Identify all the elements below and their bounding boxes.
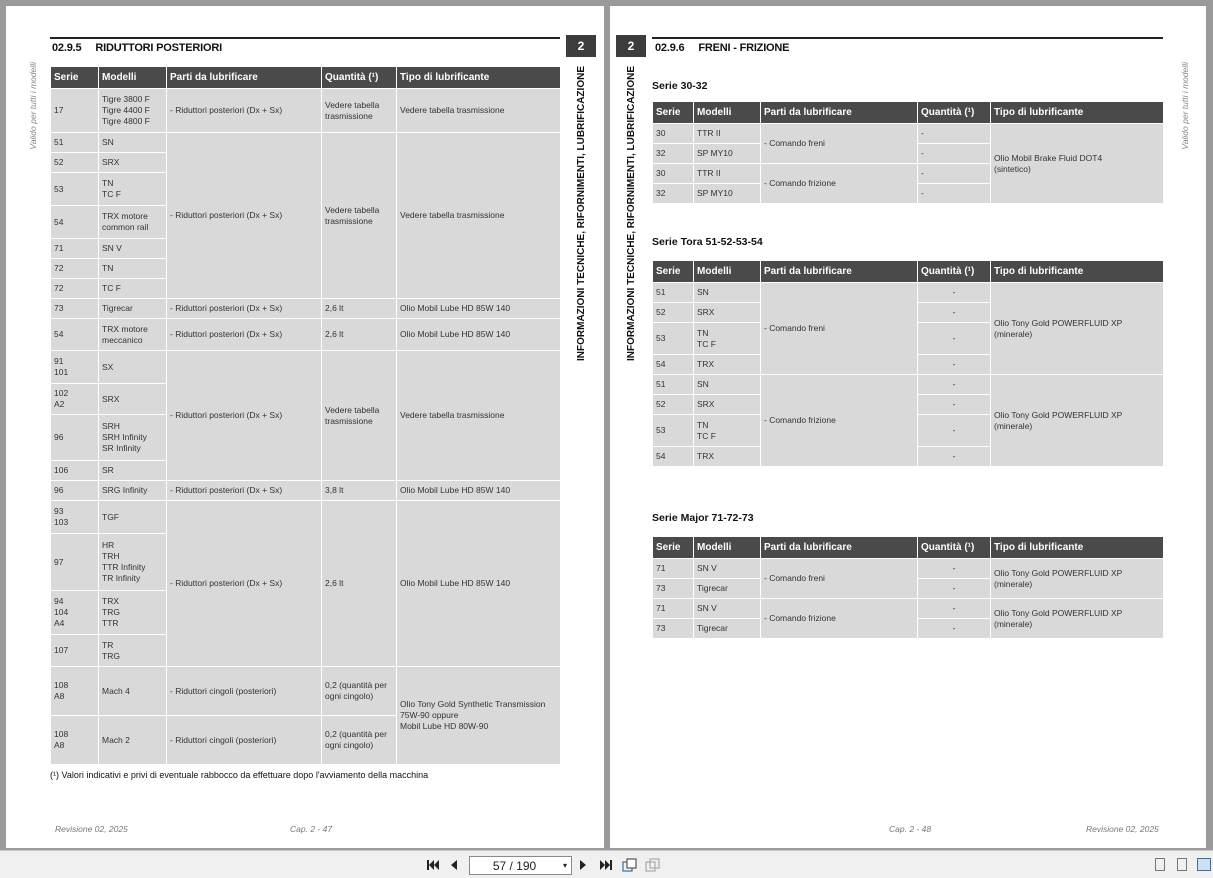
section-rule [50, 37, 560, 39]
cell-modelli: TRX TRG TTR [99, 591, 167, 635]
col-quantita: Quantità (¹) [918, 102, 991, 124]
cell-quantita: - [918, 164, 991, 184]
cell-modelli: SX [99, 351, 167, 384]
chapter-vertical-title: INFORMAZIONI TECNICHE, RIFORNIMENTI, LUBRIFICAZIONE [626, 66, 637, 361]
cell-serie: 97 [51, 534, 99, 591]
section-rule [652, 37, 1163, 39]
col-tipo: Tipo di lubrificante [397, 67, 561, 89]
cell-modelli: SN [694, 375, 761, 395]
prev-page-icon[interactable] [448, 856, 460, 873]
cell-tipo: Olio Mobil Lube HD 85W 140 [397, 501, 561, 667]
cell-parti: - Comando frizione [761, 599, 918, 639]
cell-modelli: SRX [99, 153, 167, 173]
section-number: 02.9.6 [655, 42, 685, 54]
cell-quantita: - [918, 355, 991, 375]
cell-parti: - Riduttori posteriori (Dx + Sx) [167, 481, 322, 501]
cell-tipo: Olio Mobil Lube HD 85W 140 [397, 319, 561, 351]
cell-serie: 53 [653, 415, 694, 447]
cell-quantita: - [918, 124, 991, 144]
table-row [653, 559, 1164, 579]
page-selector[interactable] [469, 856, 572, 875]
cell-serie: 96 [51, 415, 99, 461]
cell-quantita: - [918, 375, 991, 395]
cell-tipo: Olio Tony Gold POWERFLUID XP (minerale) [991, 559, 1164, 599]
chevron-down-icon[interactable]: ▾ [562, 861, 567, 870]
cell-quantita: - [918, 579, 991, 599]
cell-modelli: TRX [694, 447, 761, 467]
cell-modelli: SR [99, 461, 167, 481]
cell-tipo: Olio Tony Gold POWERFLUID XP (minerale) [991, 283, 1164, 375]
cell-quantita: 3,8 lt [322, 481, 397, 501]
col-serie: Serie [653, 261, 694, 283]
cell-serie: 73 [653, 619, 694, 639]
footnote: (¹) Valori indicativi e privi di eventuale rabbocco da effettuare dopo l'avviamento della macchina [50, 770, 429, 780]
page-indicator: 57 / 190 [492, 858, 537, 873]
table-title: Serie Tora 51-52-53-54 [652, 236, 763, 248]
cell-quantita: Vedere tabella trasmissione [322, 133, 397, 299]
col-parti: Parti da lubrificare [761, 537, 918, 559]
cell-tipo: Olio Mobil Brake Fluid DOT4 (sintetico) [991, 124, 1164, 204]
cell-quantita: - [918, 395, 991, 415]
cell-serie: 71 [653, 599, 694, 619]
cell-modelli: TRX [694, 355, 761, 375]
next-page-icon[interactable] [577, 856, 589, 873]
footer-page-number: Cap. 2 - 48 [889, 824, 932, 834]
cell-serie: 93 103 [51, 501, 99, 534]
cell-parti: - Riduttori posteriori (Dx + Sx) [167, 351, 322, 481]
col-quantita: Quantità (¹) [322, 67, 397, 89]
cell-serie: 30 [653, 164, 694, 184]
cell-quantita: - [918, 447, 991, 467]
table-title: Serie 30-32 [652, 80, 708, 92]
col-quantita: Quantità (¹) [918, 537, 991, 559]
cell-serie: 54 [653, 447, 694, 467]
cell-parti: - Riduttori cingoli (posteriori) [167, 716, 322, 765]
brakes-table-major [652, 536, 1164, 639]
single-page-view-icon[interactable] [1155, 858, 1165, 871]
cell-tipo: Vedere tabella trasmissione [397, 133, 561, 299]
cell-parti: - Riduttori posteriori (Dx + Sx) [167, 501, 322, 667]
cell-modelli: TTR II [694, 164, 761, 184]
left-page [6, 6, 604, 848]
cell-serie: 72 [51, 259, 99, 279]
viewer-toolbar [0, 850, 1213, 878]
col-modelli: Modelli [694, 261, 761, 283]
cell-quantita: - [918, 303, 991, 323]
cell-modelli: Mach 4 [99, 667, 167, 716]
cell-serie: 71 [653, 559, 694, 579]
cell-modelli: TC F [99, 279, 167, 299]
table-row [51, 89, 561, 133]
col-modelli: Modelli [694, 537, 761, 559]
col-serie: Serie [51, 67, 99, 89]
table-row [653, 124, 1164, 144]
cell-tipo: Vedere tabella trasmissione [397, 351, 561, 481]
cell-modelli: SN V [694, 559, 761, 579]
cell-modelli: Tigrecar [694, 579, 761, 599]
cell-quantita: - [918, 619, 991, 639]
table-row [51, 481, 561, 501]
cell-tipo: Vedere tabella trasmissione [397, 89, 561, 133]
col-modelli: Modelli [99, 67, 167, 89]
chapter-vertical-title: INFORMAZIONI TECNICHE, RIFORNIMENTI, LUBRIFICAZIONE [576, 66, 587, 361]
table-title: Serie Major 71-72-73 [652, 512, 754, 524]
cell-quantita: - [918, 323, 991, 355]
cell-serie: 106 [51, 461, 99, 481]
cell-serie: 73 [653, 579, 694, 599]
cell-quantita: 2,6 lt [322, 319, 397, 351]
cell-quantita: - [918, 415, 991, 447]
cell-modelli: TRX motore meccanico [99, 319, 167, 351]
cell-modelli: TR TRG [99, 635, 167, 667]
cell-serie: 54 [653, 355, 694, 375]
col-quantita: Quantità (¹) [918, 261, 991, 283]
cell-serie: 72 [51, 279, 99, 299]
cell-quantita: 2,6 lt [322, 501, 397, 667]
cell-parti: - Comando frizione [761, 164, 918, 204]
col-serie: Serie [653, 102, 694, 124]
table-row [653, 283, 1164, 303]
cell-tipo: Olio Mobil Lube HD 85W 140 [397, 299, 561, 319]
cell-quantita: Vedere tabella trasmissione [322, 351, 397, 481]
cell-parti: - Comando freni [761, 283, 918, 375]
brakes-table-tora [652, 260, 1164, 467]
cell-tipo: Olio Tony Gold Synthetic Transmission 75W-90 oppure Mobil Lube HD 80W-90 [397, 667, 561, 765]
cell-serie: 52 [653, 395, 694, 415]
table-row [51, 501, 561, 534]
cell-tipo: Olio Tony Gold POWERFLUID XP (minerale) [991, 375, 1164, 467]
cell-serie: 91 101 [51, 351, 99, 384]
cell-modelli: Mach 2 [99, 716, 167, 765]
cell-modelli: SN [99, 133, 167, 153]
cell-modelli: TRX motore common rail [99, 206, 167, 239]
cell-modelli: SRG Infinity [99, 481, 167, 501]
col-parti: Parti da lubrificare [167, 67, 322, 89]
cell-parti: - Comando frizione [761, 375, 918, 467]
cell-serie: 102 A2 [51, 384, 99, 415]
col-tipo: Tipo di lubrificante [991, 102, 1164, 124]
table-row [51, 133, 561, 153]
cell-serie: 108 A8 [51, 716, 99, 765]
continuous-view-icon[interactable] [1177, 858, 1187, 871]
cell-serie: 96 [51, 481, 99, 501]
brakes-table-30-32 [652, 101, 1164, 204]
cell-parti: - Riduttori posteriori (Dx + Sx) [167, 319, 322, 351]
cell-serie: 51 [653, 375, 694, 395]
col-serie: Serie [653, 537, 694, 559]
cell-parti: - Comando freni [761, 124, 918, 164]
cell-tipo: Olio Tony Gold POWERFLUID XP (minerale) [991, 599, 1164, 639]
cell-serie: 94 104 A4 [51, 591, 99, 635]
footer-revision: Revisione 02, 2025 [55, 824, 128, 834]
two-page-view-icon[interactable] [1197, 858, 1211, 871]
cell-serie: 54 [51, 319, 99, 351]
cell-quantita: - [918, 599, 991, 619]
cell-serie: 32 [653, 184, 694, 204]
cell-serie: 71 [51, 239, 99, 259]
cell-parti: - Riduttori cingoli (posteriori) [167, 667, 322, 716]
cell-serie: 51 [653, 283, 694, 303]
col-modelli: Modelli [694, 102, 761, 124]
lubrication-table [50, 66, 561, 765]
section-title [655, 42, 789, 54]
cell-tipo: Olio Mobil Lube HD 85W 140 [397, 481, 561, 501]
table-row [653, 375, 1164, 395]
cell-quantita: 0,2 (quantità per ogni cingolo) [322, 716, 397, 765]
cell-serie: 52 [653, 303, 694, 323]
table-row [51, 319, 561, 351]
cell-modelli: SP MY10 [694, 184, 761, 204]
cell-modelli: SRX [99, 384, 167, 415]
cell-modelli: SRX [694, 395, 761, 415]
cell-serie: 32 [653, 144, 694, 164]
cell-serie: 17 [51, 89, 99, 133]
cell-parti: - Riduttori posteriori (Dx + Sx) [167, 299, 322, 319]
cell-serie: 30 [653, 124, 694, 144]
cell-modelli: TGF [99, 501, 167, 534]
footer-page-number: Cap. 2 - 47 [290, 824, 333, 834]
cell-quantita: - [918, 559, 991, 579]
cell-quantita: - [918, 283, 991, 303]
chapter-badge: 2 [566, 35, 596, 57]
section-title [52, 42, 222, 54]
cell-modelli: SN V [694, 599, 761, 619]
cell-parti: - Comando freni [761, 559, 918, 599]
cell-modelli: TN [99, 259, 167, 279]
cell-modelli: SN V [99, 239, 167, 259]
cell-serie: 54 [51, 206, 99, 239]
section-title-text: FRENI - FRIZIONE [698, 42, 790, 54]
cell-modelli: TN TC F [694, 323, 761, 355]
table-row [653, 599, 1164, 619]
cell-modelli: SRH SRH Infinity SR Infinity [99, 415, 167, 461]
cell-serie: 53 [653, 323, 694, 355]
cell-modelli: TTR II [694, 124, 761, 144]
cell-quantita: - [918, 184, 991, 204]
cell-serie: 108 A8 [51, 667, 99, 716]
last-page-icon[interactable] [598, 856, 614, 873]
first-page-icon[interactable] [425, 856, 441, 873]
col-parti: Parti da lubrificare [761, 261, 918, 283]
section-number: 02.9.5 [52, 42, 82, 54]
cell-modelli: SN [694, 283, 761, 303]
col-parti: Parti da lubrificare [761, 102, 918, 124]
table-row [51, 667, 561, 716]
right-page [610, 6, 1206, 848]
cell-modelli: SP MY10 [694, 144, 761, 164]
rotate-icon[interactable] [621, 856, 637, 873]
table-row [51, 299, 561, 319]
cell-modelli: HR TRH TTR Infinity TR Infinity [99, 534, 167, 591]
cell-parti: - Riduttori posteriori (Dx + Sx) [167, 133, 322, 299]
cell-modelli: Tigre 3800 F Tigre 4400 F Tigre 4800 F [99, 89, 167, 133]
cell-serie: 107 [51, 635, 99, 667]
cell-modelli: Tigrecar [694, 619, 761, 639]
cell-modelli: TN TC F [99, 173, 167, 206]
copy-icon[interactable] [644, 856, 660, 873]
cell-quantita: 0,2 (quantità per ogni cingolo) [322, 667, 397, 716]
cell-modelli: SRX [694, 303, 761, 323]
side-note: Valido per tutti i modelli [1180, 62, 1190, 150]
side-note: Valido per tutti i modelli [28, 62, 38, 150]
table-row [51, 351, 561, 384]
cell-quantita: 2,6 lt [322, 299, 397, 319]
cell-serie: 53 [51, 173, 99, 206]
section-title-text: RIDUTTORI POSTERIORI [95, 42, 222, 54]
cell-serie: 73 [51, 299, 99, 319]
cell-modelli: TN TC F [694, 415, 761, 447]
cell-quantita: Vedere tabella trasmissione [322, 89, 397, 133]
col-tipo: Tipo di lubrificante [991, 537, 1164, 559]
chapter-badge: 2 [616, 35, 646, 57]
cell-parti: - Riduttori posteriori (Dx + Sx) [167, 89, 322, 133]
cell-serie: 51 [51, 133, 99, 153]
cell-modelli: Tigrecar [99, 299, 167, 319]
col-tipo: Tipo di lubrificante [991, 261, 1164, 283]
footer-revision: Revisione 02, 2025 [1086, 824, 1159, 834]
cell-serie: 52 [51, 153, 99, 173]
cell-quantita: - [918, 144, 991, 164]
